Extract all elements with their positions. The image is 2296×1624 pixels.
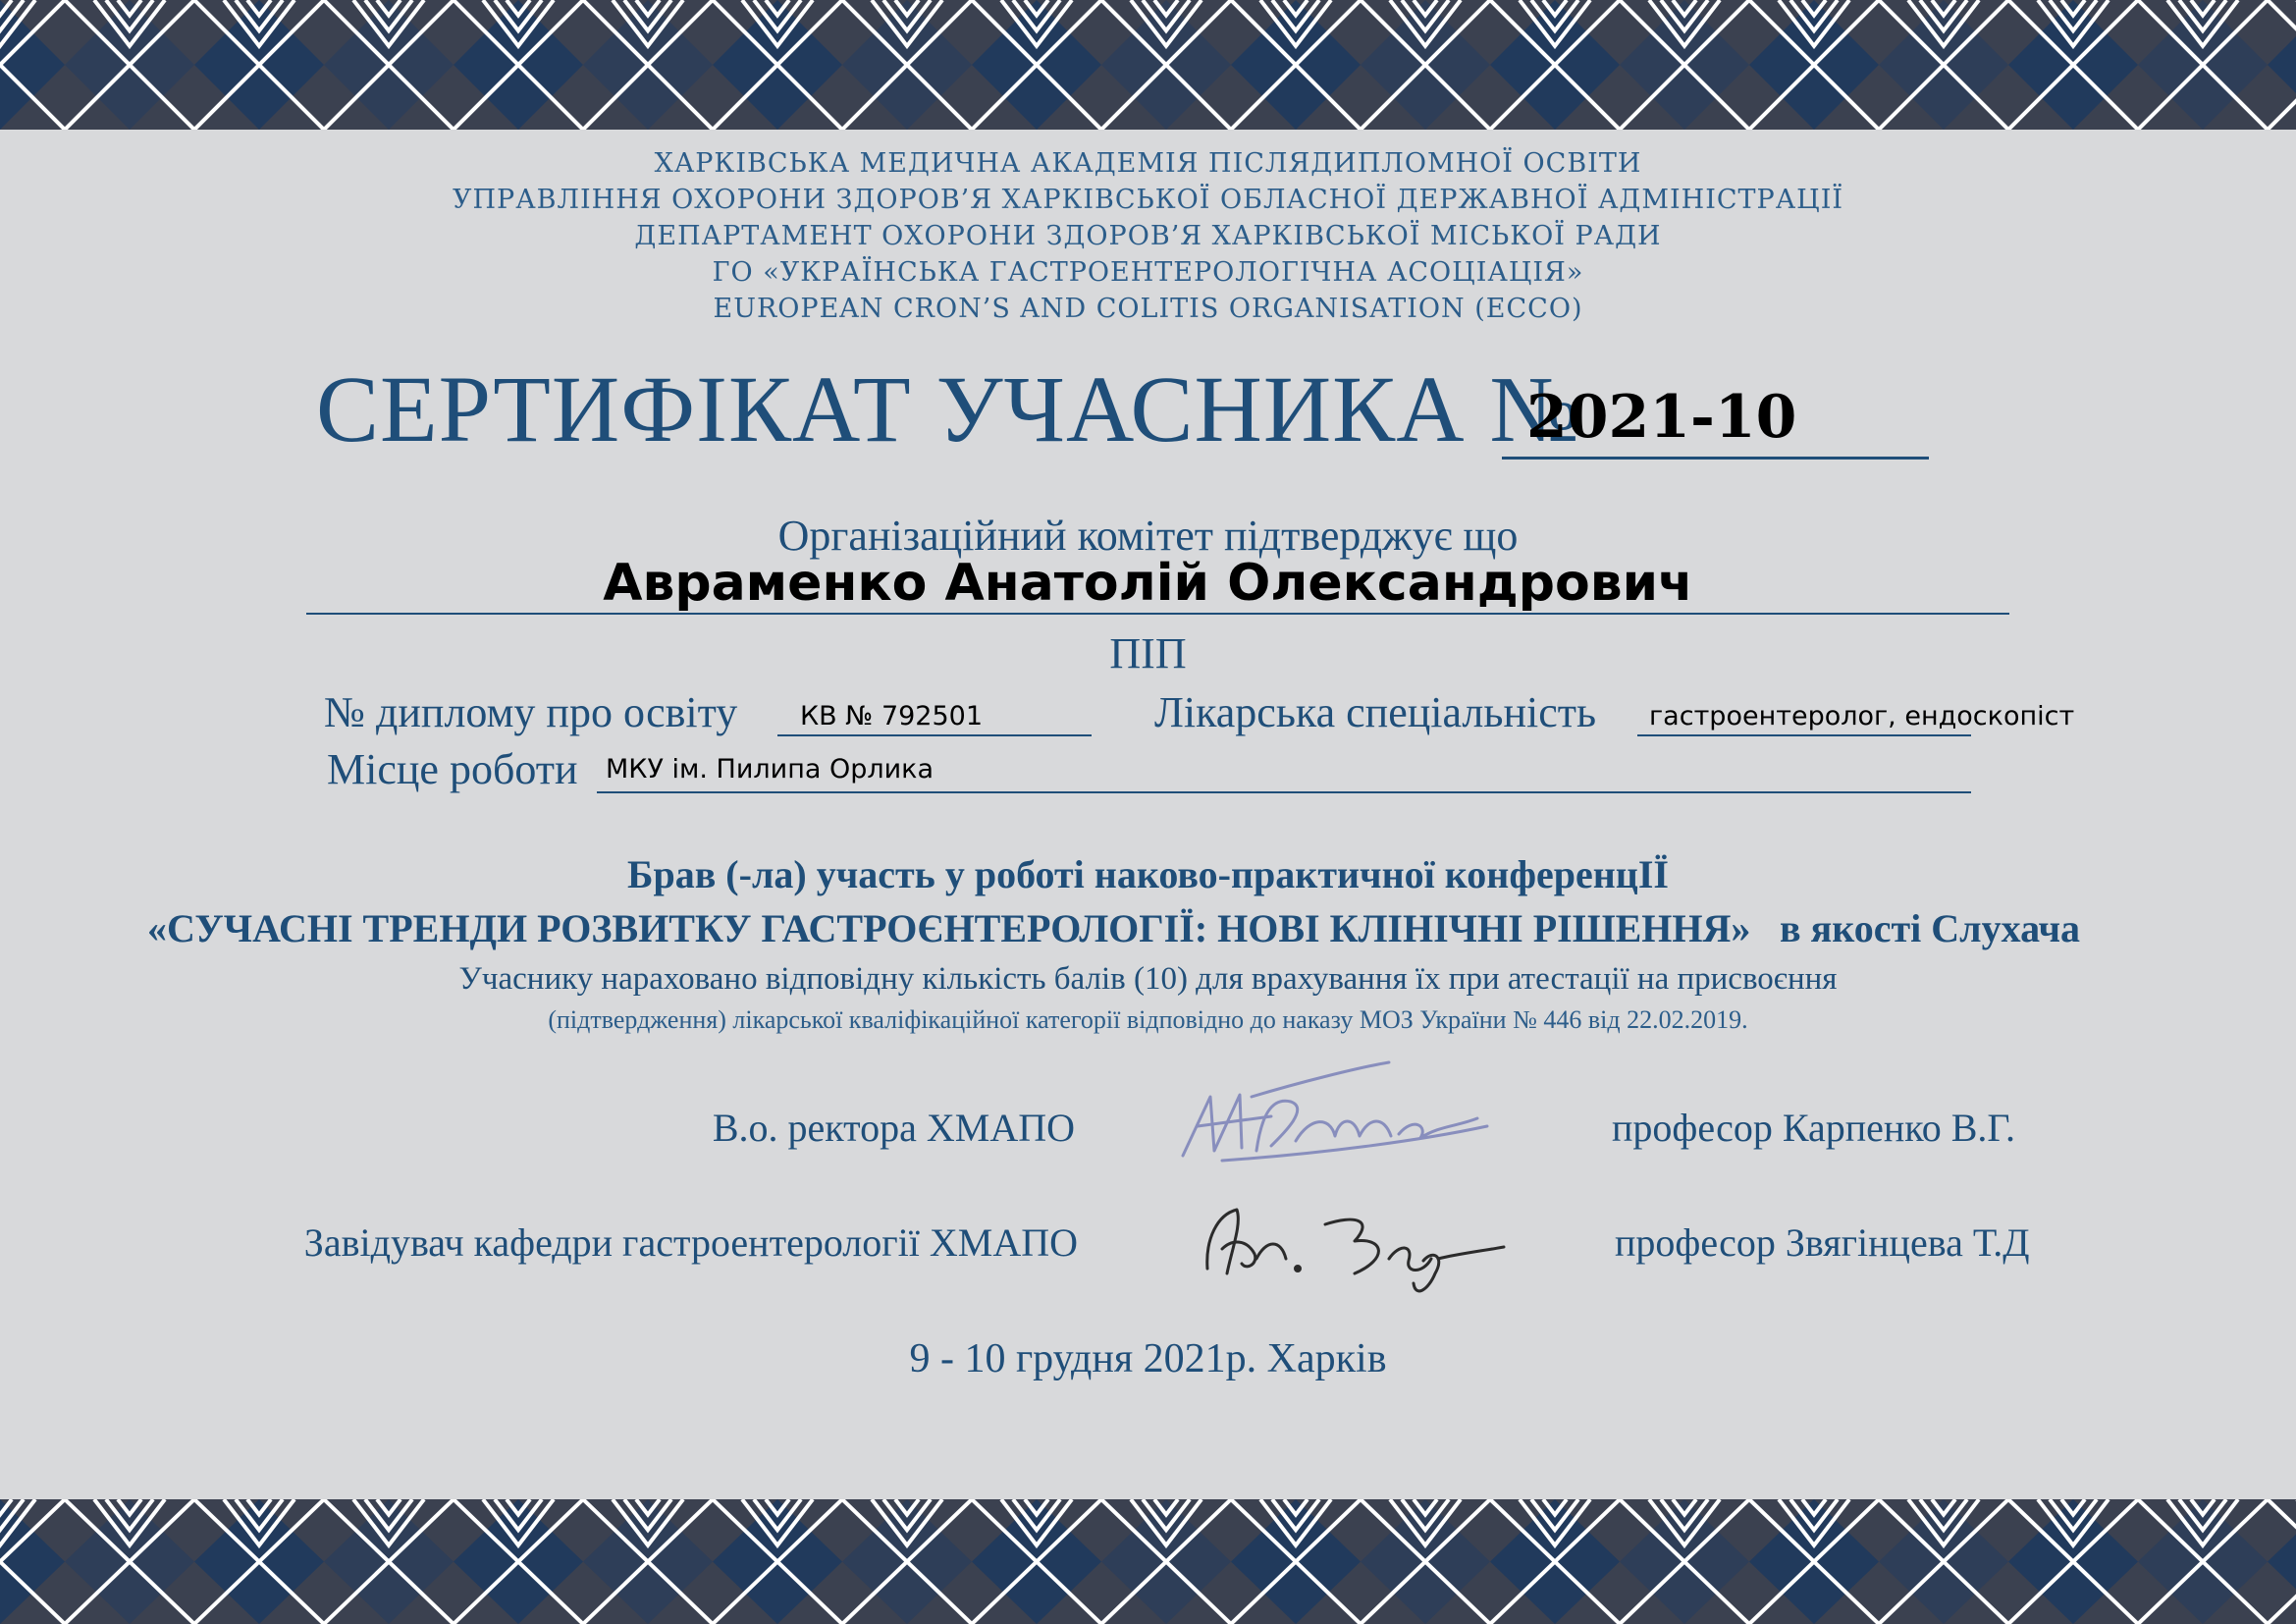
organization-line-4: ГО «УКРАЇНСЬКА ГАСТРОЕНТЕРОЛОГІЧНА АСОЦІАЦІЯ» xyxy=(712,257,1584,288)
certificate-number-underline xyxy=(1502,457,1929,460)
organization-line-3: ДЕПАРТАМЕНТ ОХОРОНИ ЗДОРОВ’Я ХАРКІВСЬКОЇ МІСЬКОЇ РАДИ xyxy=(634,221,1662,251)
rector-name: професор Карпенко В.Г. xyxy=(1612,1106,2015,1150)
conference-title: «СУЧАСНІ ТРЕНДИ РОЗВИТКУ ГАСТРОЄНТЕРОЛОГІЇ: НОВІ КЛІНІЧНІ РІШЕННЯ» xyxy=(147,906,1751,950)
workplace-underline xyxy=(597,791,1971,793)
certificate-title: СЕРТИФІКАТ УЧАСНИКА № xyxy=(316,356,1581,461)
participation-text: Брав (-ла) участь у роботі наково-практичної конференцІЇ xyxy=(627,852,1669,896)
specialty-value: гастроентеролог, ендоскопіст xyxy=(1649,701,2075,731)
points-note: Учаснику нараховано відповідну кількість балів (10) для врахування їх при атестації на присвоєння xyxy=(458,961,1838,997)
diploma-underline xyxy=(777,734,1092,736)
participant-role: в якості Слухача xyxy=(1780,906,2081,950)
workplace-value: МКУ ім. Пилипа Орлика xyxy=(606,754,934,785)
specialty-underline xyxy=(1637,734,1971,736)
rector-signature xyxy=(1163,1057,1517,1175)
department-head-position: Завідувач кафедри гастроентерології ХМАПО xyxy=(303,1220,1078,1265)
diploma-label: № диплому про освіту xyxy=(324,688,738,736)
confirm-text: Організаційний комітет підтверджує що xyxy=(777,512,1519,560)
organization-line-2: УПРАВЛІННЯ ОХОРОНИ ЗДОРОВ’Я ХАРКІВСЬКОЇ ОБЛАСНОЇ ДЕРЖАВНОЇ АДМІНІСТРАЦІЇ xyxy=(452,185,1844,215)
department-head-name: професор Звягінцева Т.Д xyxy=(1615,1220,2030,1265)
rector-position: В.о. ректора ХМАПО xyxy=(712,1106,1075,1150)
top-border-pattern xyxy=(0,0,2296,130)
certificate-body xyxy=(0,130,2296,1499)
workplace-label: Місце роботи xyxy=(327,745,578,793)
participant-name: Авраменко Анатолій Олександрович xyxy=(603,554,1693,613)
specialty-label: Лікарська спеціальність xyxy=(1154,688,1597,736)
date-place: 9 - 10 грудня 2021р. Харків xyxy=(909,1336,1387,1381)
name-caption: ПІП xyxy=(1109,629,1187,677)
organization-line-1: ХАРКІВСЬКА МЕДИЧНА АКАДЕМІЯ ПІСЛЯДИПЛОМНОЇ ОСВІТИ xyxy=(654,148,1642,179)
department-head-signature xyxy=(1188,1180,1522,1308)
diploma-value: КВ № 792501 xyxy=(800,701,984,731)
name-underline xyxy=(306,613,2009,615)
certificate-number: 2021-10 xyxy=(1526,383,1797,452)
organization-line-5: EUROPEAN CRON’S AND COLITIS ORGANISATION (ECCO) xyxy=(713,294,1583,324)
bottom-border-pattern xyxy=(0,1499,2296,1624)
points-note-legal: (підтвердження) лікарської кваліфікаційної категорії відповідно до наказу МОЗ України № 446 від 22.02.2019. xyxy=(548,1005,1748,1034)
